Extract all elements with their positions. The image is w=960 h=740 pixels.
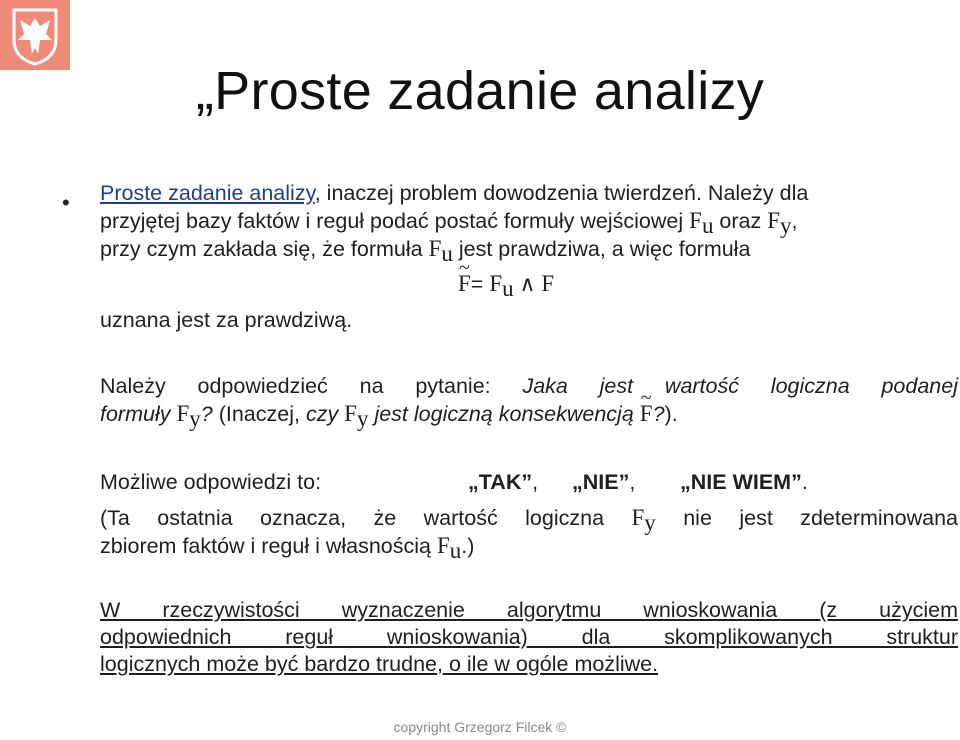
symbol-fu: F xyxy=(436,533,450,558)
text: (Ta ostatnia oznacza, że wartość logiczna xyxy=(100,506,605,530)
text-line: uznana jest za prawdziwą. xyxy=(100,308,353,332)
symbol-f-tilde: ~ F xyxy=(640,400,653,427)
symbol-fu: F xyxy=(428,236,442,261)
symbol-fu: F xyxy=(489,271,503,296)
bullet-marker: • xyxy=(62,190,70,215)
text: ? xyxy=(200,402,219,426)
text: ). xyxy=(664,402,678,426)
symbol-fy: F xyxy=(767,208,781,233)
text-line: odpowiednich reguł wnioskowania) dla skomplikowanych struktur xyxy=(100,625,958,649)
separator: , xyxy=(629,470,636,494)
slide-title: „Proste zadanie analizy xyxy=(195,61,765,121)
note-paragraph xyxy=(100,504,958,563)
subscript: y xyxy=(356,406,369,431)
answers-label: Możliwe odpowiedzi to: xyxy=(100,470,322,494)
conclusion-paragraph xyxy=(100,597,958,678)
text: jest logiczną konsekwencją xyxy=(374,402,634,426)
text: , xyxy=(791,209,798,233)
question-text: Jaka jest wartość logiczna podanej xyxy=(522,374,958,398)
subscript: u xyxy=(449,538,462,563)
answer-dont-know xyxy=(680,469,808,496)
text: .) xyxy=(461,534,475,558)
subscript: u xyxy=(502,276,514,301)
text-line: W rzeczywistości wyznaczenie algorytmu wnioskowania (z użyciem xyxy=(100,598,958,622)
text: czy xyxy=(305,402,339,426)
text: , inaczej problem dowodzenia twierdzeń. Należy dla xyxy=(314,181,809,205)
answer-yes-text: „TAK” xyxy=(468,470,533,494)
text: przyjętej bazy faktów i reguł podać postać formuły wejściowej xyxy=(100,209,684,233)
formula xyxy=(458,270,758,301)
text: ? xyxy=(652,402,665,426)
text: nie jest zdeterminowana xyxy=(683,506,958,530)
copyright-footer: copyright Grzegorz Filcek © xyxy=(393,719,567,735)
definition-paragraph xyxy=(100,180,958,266)
symbol-fu: F xyxy=(689,208,702,233)
equals: = xyxy=(470,272,490,296)
symbol-fy: F xyxy=(631,505,645,530)
text: jest prawdziwa, a więc formuła xyxy=(452,237,751,261)
text: (Inaczej, xyxy=(218,402,306,426)
text-line: logicznych może być bardzo trudne, o ile w ogóle możliwe. xyxy=(100,652,659,676)
subscript: y xyxy=(644,510,656,535)
answer-no xyxy=(572,469,635,496)
answer-yes xyxy=(468,469,538,496)
separator: . xyxy=(801,470,808,494)
answers-line xyxy=(100,469,958,496)
subscript: y xyxy=(189,406,201,431)
text: oraz xyxy=(713,209,768,233)
subscript: u xyxy=(441,241,453,266)
text: przy czym zakłada się, że formuła xyxy=(100,237,423,261)
text: formuły xyxy=(100,402,171,426)
and-operator: ∧ xyxy=(513,272,542,296)
term-link[interactable]: Proste zadanie analizy xyxy=(100,181,315,205)
question-paragraph xyxy=(100,373,958,431)
symbol-f: F xyxy=(541,271,555,296)
text: zbiorem faktów i reguł i własnością xyxy=(100,534,431,558)
subscript: u xyxy=(701,213,714,238)
symbol-fy: F xyxy=(344,401,357,426)
answer-dont-know-text: „NIE WIEM” xyxy=(680,470,802,494)
subscript: y xyxy=(780,213,792,238)
text: Należy odpowiedzieć na pytanie: xyxy=(100,374,523,398)
symbol-f-tilde: ~ F xyxy=(458,270,471,297)
answer-no-text: „NIE” xyxy=(572,470,630,494)
separator: , xyxy=(532,470,539,494)
symbol-fy: F xyxy=(176,401,190,426)
